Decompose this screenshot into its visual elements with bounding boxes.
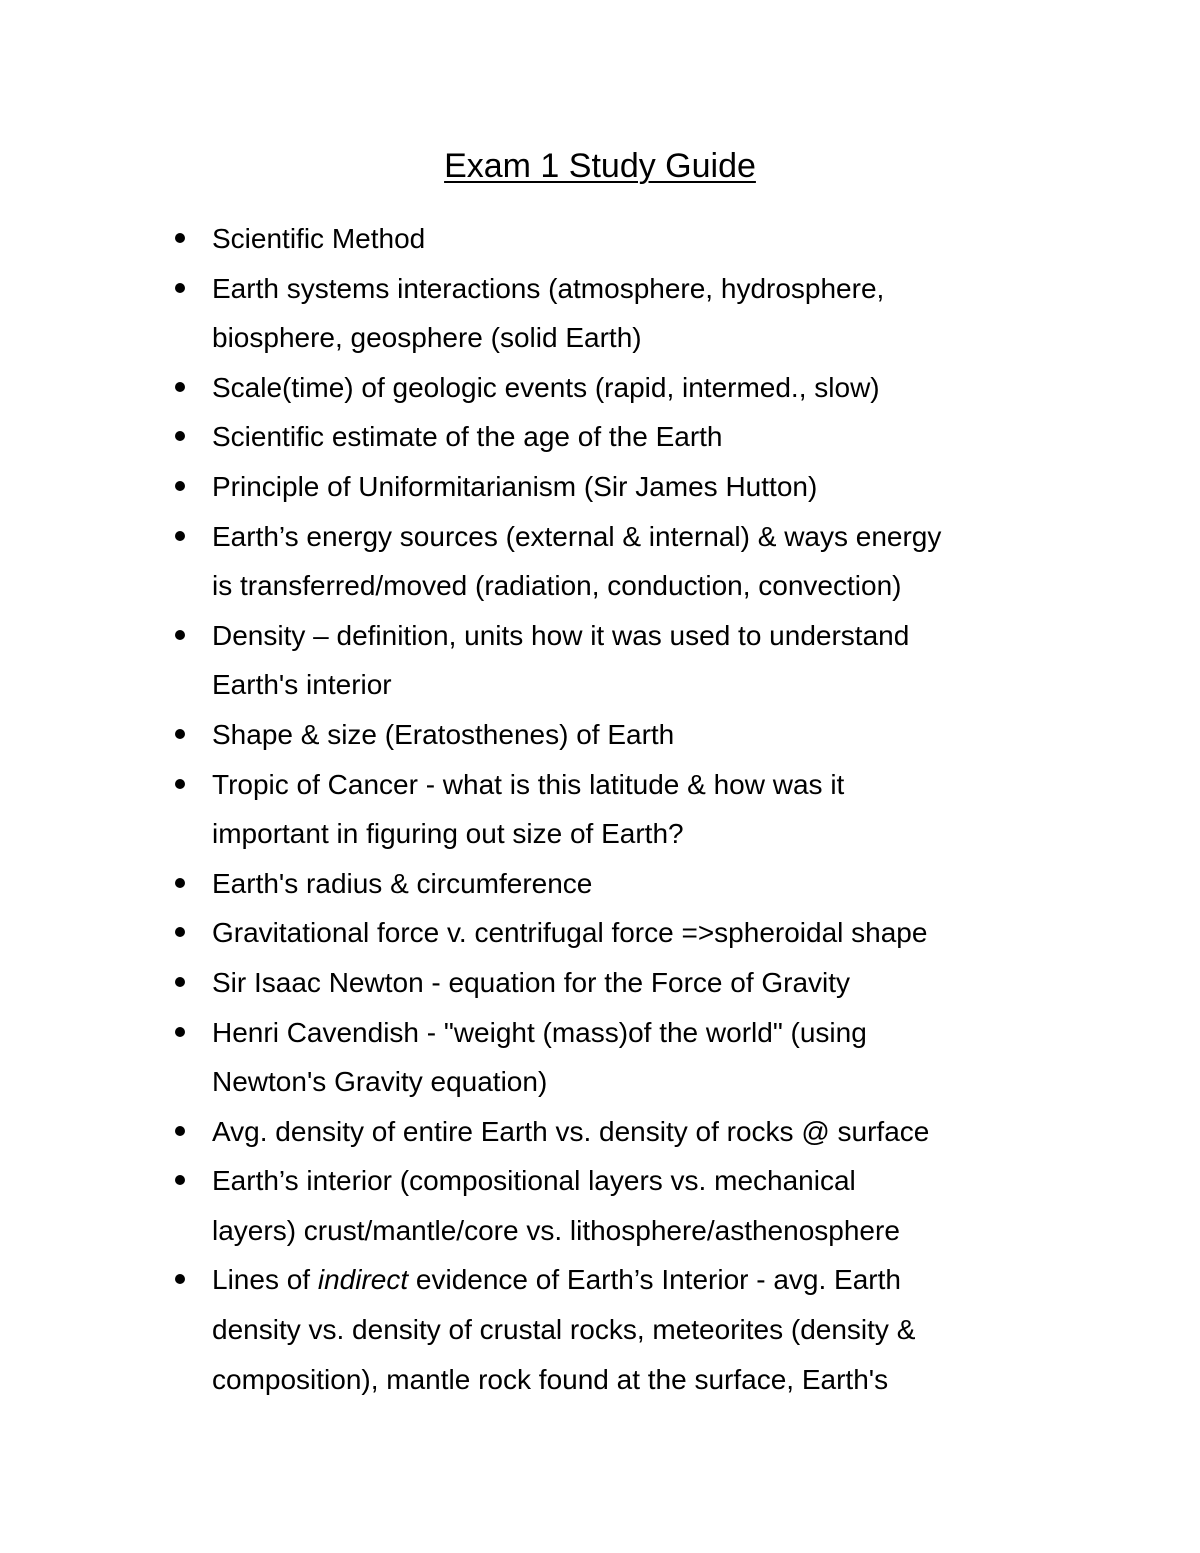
list-item: Earth’s energy sources (external & internal) & ways energy is transferred/moved (radiation, conduction, convection) <box>0 512 1200 611</box>
list-item: Scientific Method <box>0 214 1200 264</box>
bullet-icon <box>175 1175 185 1185</box>
list-item: Earth systems interactions (atmosphere, hydrosphere, biosphere, geosphere (solid Earth) <box>0 264 1200 363</box>
mixed-emphasis-line: Lines of indirect evidence of Earth’s Interior - avg. Earth <box>212 1264 901 1296</box>
list-item: Shape & size (Eratosthenes) of Earth <box>0 710 1200 760</box>
bullet-icon <box>175 382 185 392</box>
bullet-icon <box>175 977 185 987</box>
list-item: Avg. density of entire Earth vs. density of rocks @ surface <box>0 1107 1200 1157</box>
bullet-icon <box>175 630 185 640</box>
bullet-icon <box>175 1126 185 1136</box>
emphasis-text: indirect <box>317 1264 409 1296</box>
bullet-icon <box>175 283 185 293</box>
bullet-icon <box>175 878 185 888</box>
bullet-icon <box>175 1274 185 1284</box>
list-item: Earth's radius & circumference <box>0 859 1200 909</box>
list-item: Density – definition, units how it was used to understand Earth's interior <box>0 611 1200 710</box>
list-item: Henri Cavendish - "weight (mass)of the world" (using Newton's Gravity equation) <box>0 1008 1200 1107</box>
bullet-icon <box>175 481 185 491</box>
bullet-icon <box>175 531 185 541</box>
list-item: Tropic of Cancer - what is this latitude & how was it important in figuring out size of Earth? <box>0 760 1200 859</box>
list-item: Scientific estimate of the age of the Earth <box>0 412 1200 462</box>
bullet-icon <box>175 729 185 739</box>
study-guide-list <box>0 214 1200 1404</box>
bullet-icon <box>175 233 185 243</box>
list-item: Gravitational force v. centrifugal force =>spheroidal shape <box>0 908 1200 958</box>
bullet-icon <box>175 1027 185 1037</box>
list-item: Principle of Uniformitarianism (Sir James Hutton) <box>0 462 1200 512</box>
bullet-icon <box>175 779 185 789</box>
bullet-icon <box>175 927 185 937</box>
list-item: Earth’s interior (compositional layers vs. mechanical layers) crust/mantle/core vs. lithosphere/asthenosphere <box>0 1156 1200 1255</box>
list-item: Lines of indirect evidence of Earth’s Interior - avg. Earth density vs. density of crustal rocks, meteorites (density & composition), mantle rock found at the surface, Earth's <box>0 1255 1200 1404</box>
bullet-icon <box>175 431 185 441</box>
page-title: Exam 1 Study Guide <box>444 147 756 185</box>
list-item: Sir Isaac Newton - equation for the Force of Gravity <box>0 958 1200 1008</box>
list-item: Scale(time) of geologic events (rapid, intermed., slow) <box>0 363 1200 413</box>
